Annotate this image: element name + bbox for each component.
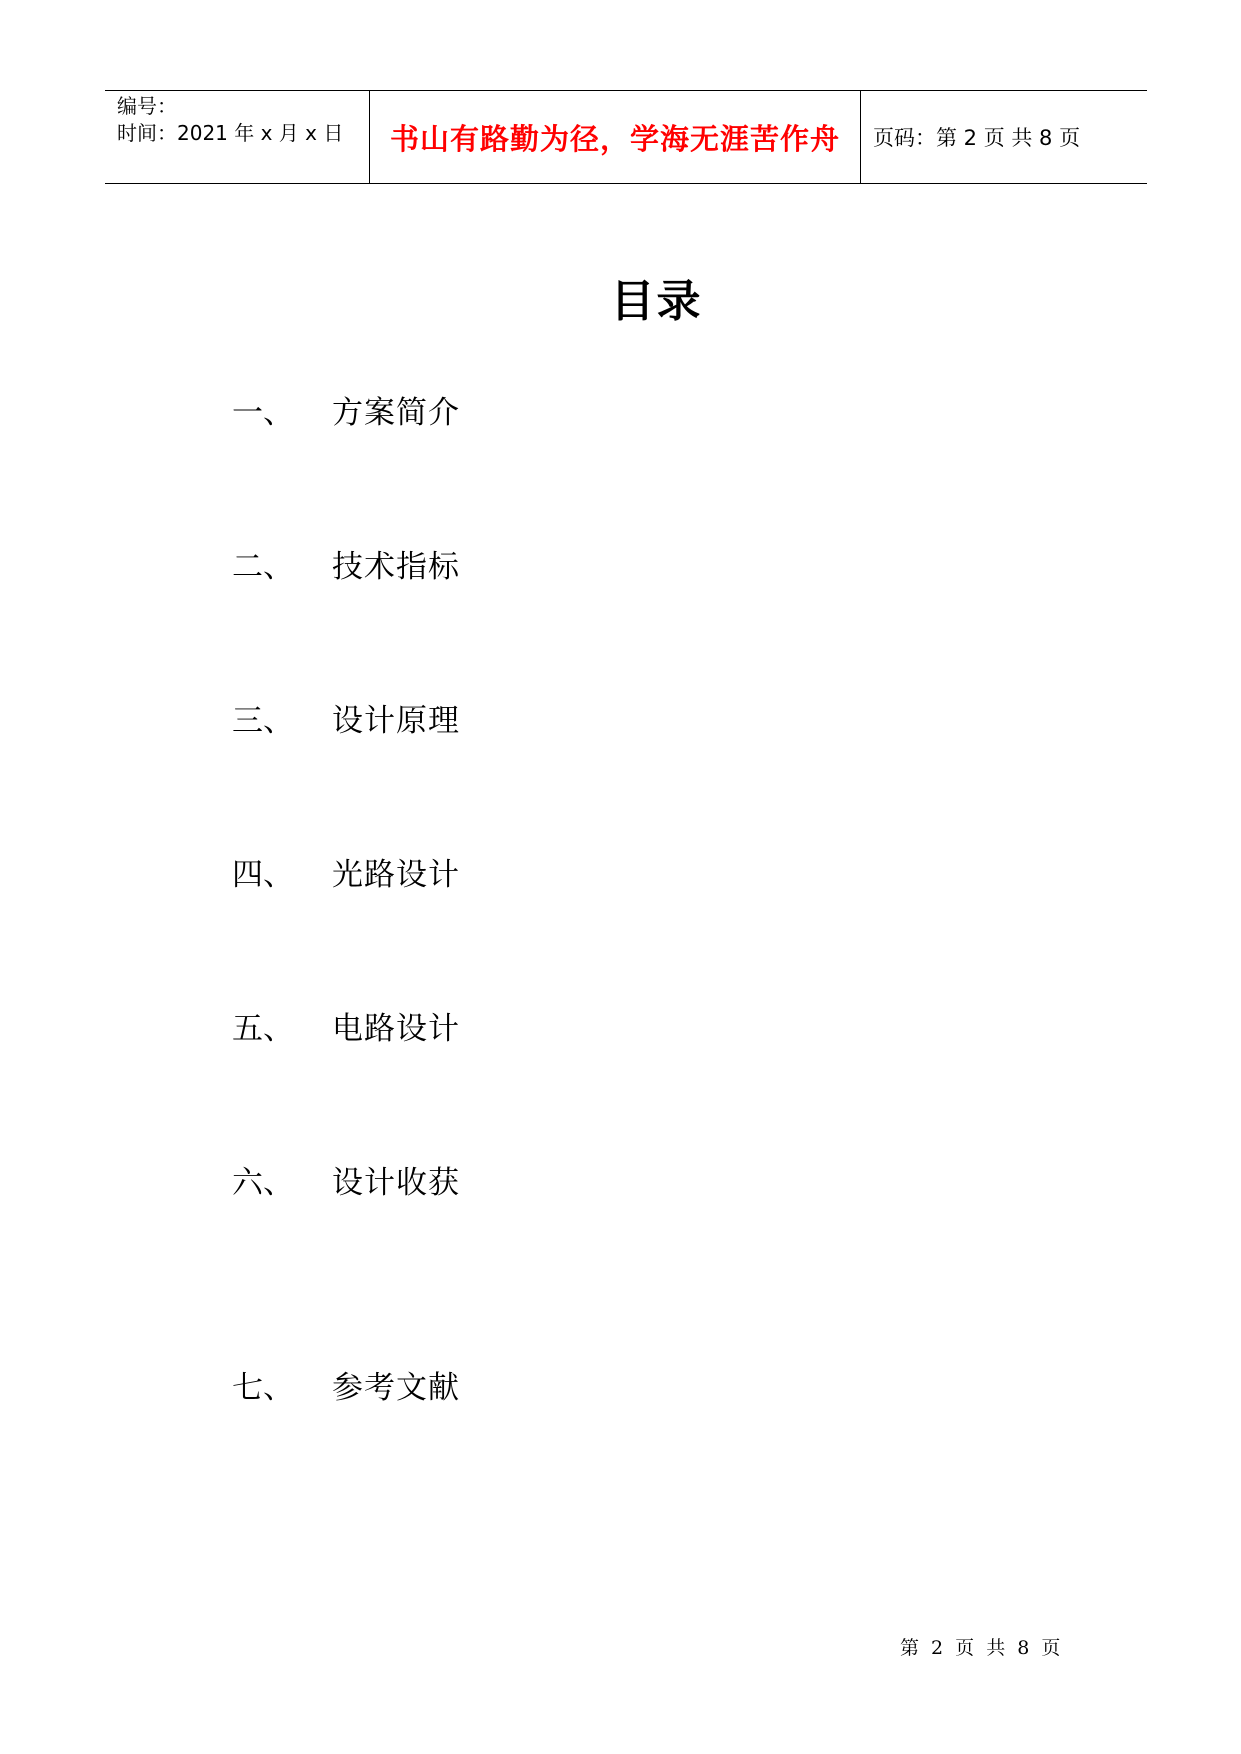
toc-item-text: 设计原理	[332, 703, 460, 739]
toc-item-text: 技术指标	[332, 549, 460, 585]
document-time: 时间：2021 年 x 月 x 日	[117, 121, 344, 145]
toc-item-number: 三、	[232, 703, 294, 739]
toc-item-text: 参考文献	[332, 1370, 460, 1406]
toc-item-number: 一、	[232, 395, 294, 431]
toc-item-number: 五、	[232, 1011, 294, 1047]
document-header	[105, 90, 1147, 184]
toc-item-number: 二、	[232, 549, 294, 585]
toc-title: 目录	[610, 276, 703, 327]
page-footer: 第 2 页 共 8 页	[900, 1637, 1061, 1659]
header-page-code: 页码：第 2 页 共 8 页	[873, 126, 1081, 150]
toc-item-number: 六、	[232, 1165, 294, 1201]
header-page-cell	[861, 91, 1147, 183]
toc-item-text: 设计收获	[332, 1165, 460, 1201]
toc-item-text: 光路设计	[332, 857, 460, 893]
header-meta-cell	[105, 91, 370, 183]
toc-item-text: 方案简介	[332, 395, 460, 431]
header-motto: 书山有路勤为径，学海无涯苦作舟	[389, 121, 840, 156]
toc-item-text: 电路设计	[332, 1011, 460, 1047]
document-number-label: 编号：	[117, 94, 177, 118]
header-motto-cell	[370, 91, 861, 183]
toc-item-number: 七、	[232, 1370, 294, 1406]
toc-item-number: 四、	[232, 857, 294, 893]
